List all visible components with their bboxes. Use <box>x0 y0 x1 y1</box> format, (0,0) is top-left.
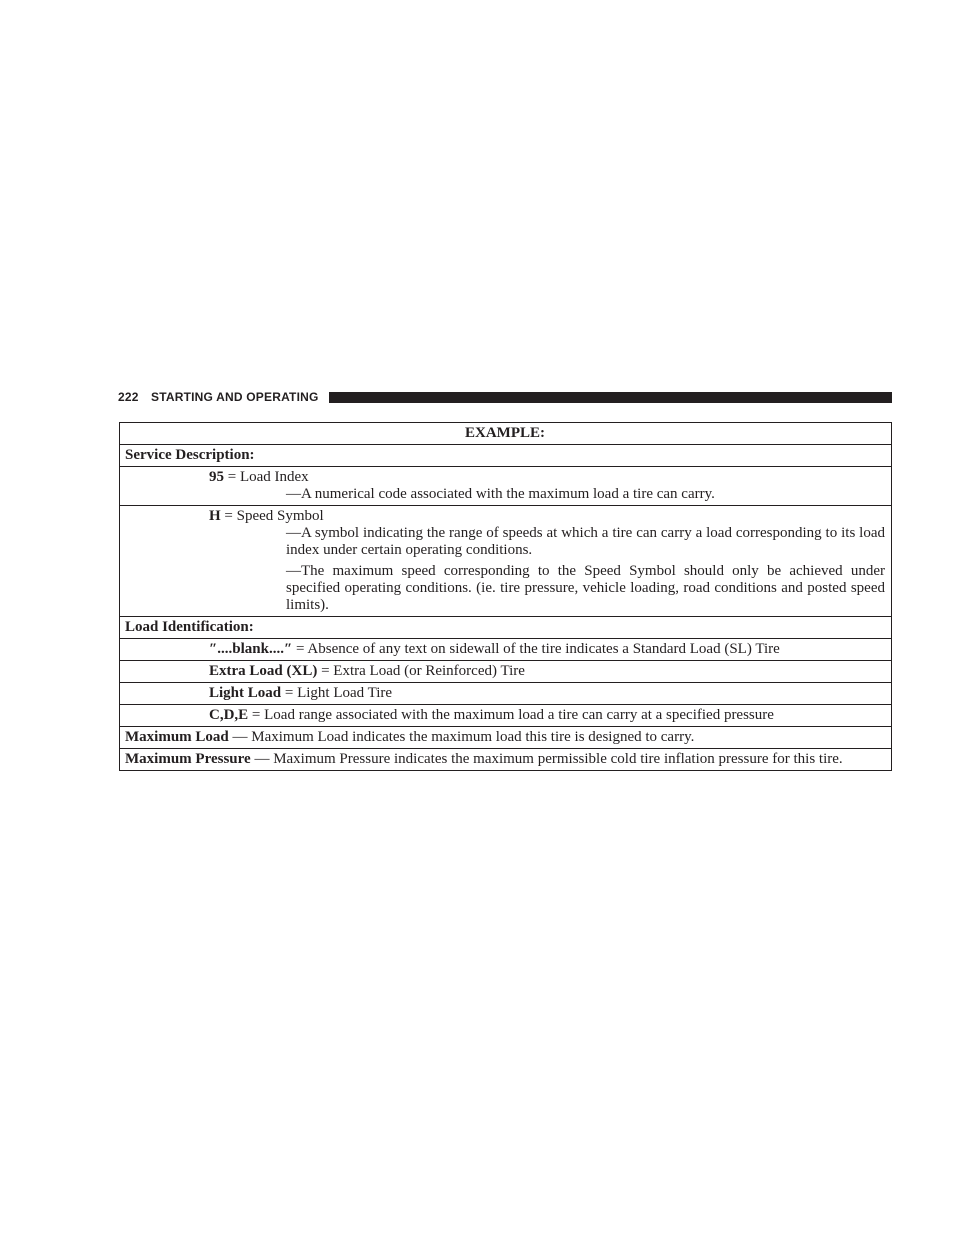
table-row <box>120 506 892 617</box>
load-identification-item <box>120 639 892 661</box>
load-item-definition: = Absence of any text on sidewall of the tire indicates a Standard Load (SL) Tire <box>292 641 780 657</box>
load-item-definition: = Load range associated with the maximum load a tire can carry at a specified pressure <box>248 707 774 723</box>
table-row <box>120 423 892 445</box>
speed-symbol-detail: —A symbol indicating the range of speeds at which a tire can carry a load corresponding to its load index under certain operating conditions. <box>286 525 885 558</box>
table-row <box>120 445 892 467</box>
speed-symbol-cell <box>120 506 892 617</box>
load-identification-item <box>120 705 892 727</box>
table-row <box>120 467 892 506</box>
maximum-load-cell <box>120 727 892 749</box>
load-item-term: Extra Load (XL) <box>209 663 318 679</box>
table-row <box>120 749 892 771</box>
section-title: STARTING AND OPERATING <box>151 390 319 404</box>
load-identification-heading: Load Identification: <box>120 617 892 639</box>
load-item-term: Light Load <box>209 685 282 701</box>
load-item-definition: = Extra Load (or Reinforced) Tire <box>317 663 525 679</box>
maximum-pressure-definition: — Maximum Pressure indicates the maximum permissible cold tire inflation pressure for this tire. <box>250 751 843 767</box>
load-item-definition: = Light Load Tire <box>281 685 393 701</box>
page-header <box>118 389 892 407</box>
speed-symbol-detail: —The maximum speed corresponding to the Speed Symbol should only be achieved under specified operating conditions. (ie. tire pressure, vehicle loading, road conditions and posted speed limits). <box>286 563 885 613</box>
table-row <box>120 639 892 661</box>
speed-symbol-definition: = Speed Symbol <box>220 508 324 524</box>
load-index-detail: —A numerical code associated with the maximum load a tire can carry. <box>286 486 715 502</box>
speed-symbol-term: H <box>209 508 221 524</box>
load-identification-item <box>120 661 892 683</box>
table-row <box>120 727 892 749</box>
load-item-term: ″....blank....″ <box>209 641 293 657</box>
table-row <box>120 705 892 727</box>
speed-symbol-line <box>125 508 885 525</box>
table-title: EXAMPLE: <box>120 423 892 445</box>
maximum-pressure-cell <box>120 749 892 771</box>
table-row <box>120 617 892 639</box>
header-rule <box>329 392 892 403</box>
maximum-load-term: Maximum Load <box>125 729 229 745</box>
load-index-line <box>125 469 885 486</box>
table-row <box>120 683 892 705</box>
page-number: 222 <box>118 390 139 404</box>
table-row <box>120 661 892 683</box>
maximum-load-definition: — Maximum Load indicates the maximum load this tire is designed to carry. <box>228 729 695 745</box>
load-index-definition: = Load Index <box>224 469 309 485</box>
load-item-term: C,D,E <box>209 707 249 723</box>
service-description-heading: Service Description: <box>120 445 892 467</box>
load-index-cell <box>120 467 892 506</box>
maximum-pressure-term: Maximum Pressure <box>125 751 251 767</box>
tire-example-table <box>119 422 892 771</box>
load-identification-item <box>120 683 892 705</box>
load-index-term: 95 <box>209 469 224 485</box>
